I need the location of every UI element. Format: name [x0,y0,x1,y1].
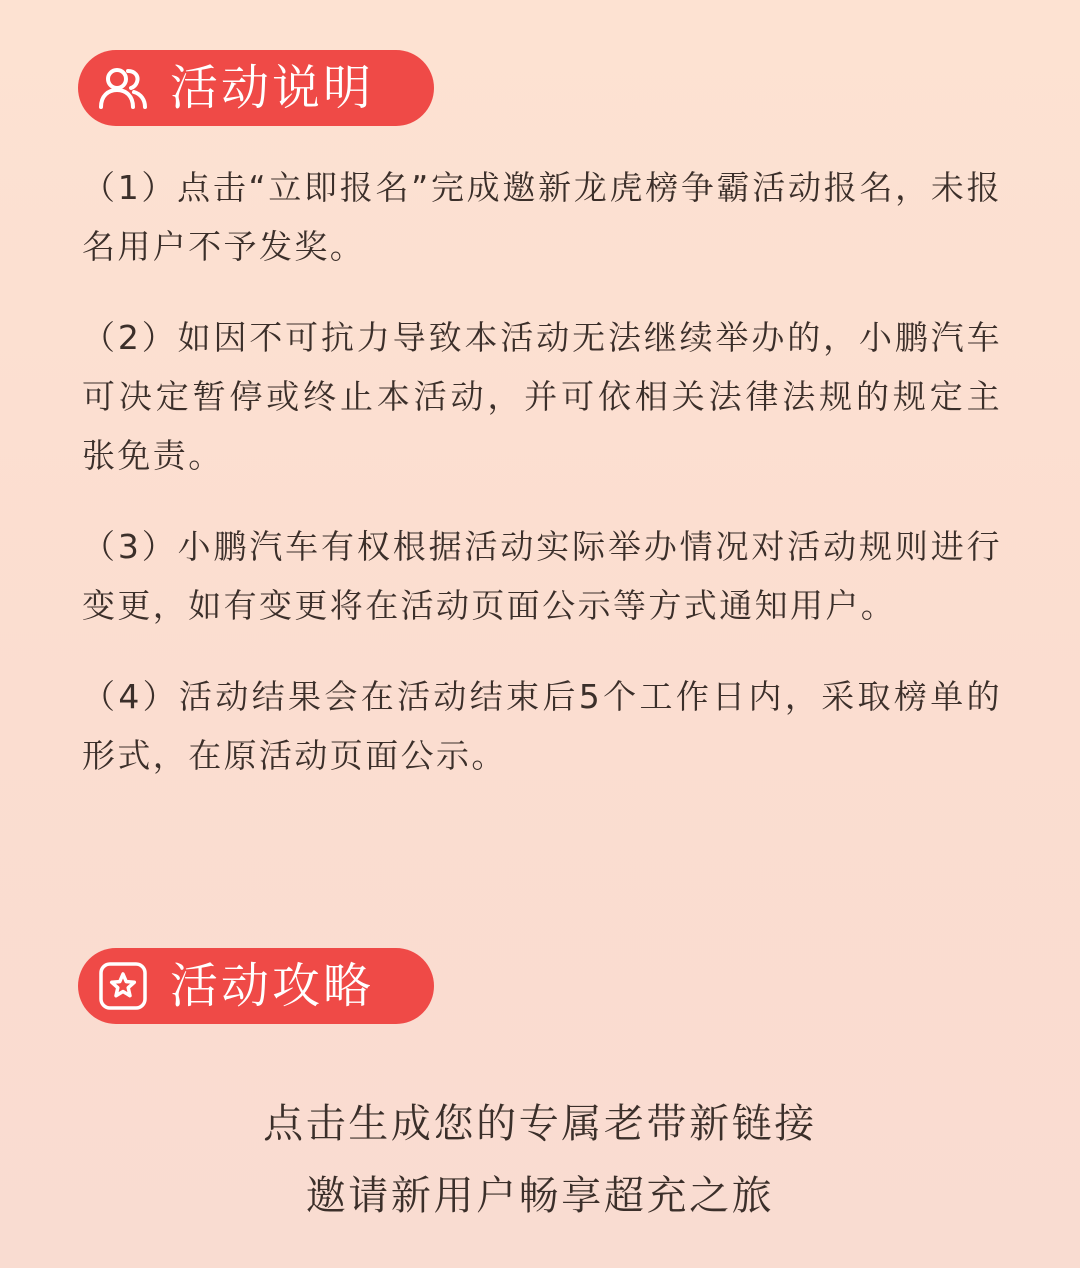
activity-rules-header [78,50,434,126]
activity-rules-list [82,158,1002,817]
star-badge-icon [98,961,148,1011]
activity-strategy-title: 活动攻略 [170,958,375,1014]
strategy-line-2: 邀请新用户畅享超充之旅 [305,1173,775,1219]
rule-item-1: （1）点击“立即报名”完成邀新龙虎榜争霸活动报名，未报名用户不予发奖。 [82,168,1002,266]
activity-rules-title: 活动说明 [170,60,375,116]
users-icon [98,63,148,113]
rule-item-2: （2）如因不可抗力导致本活动无法继续举办的，小鹏汽车可决定暂停或终止本活动，并可依相关法律法规的规定主张免责。 [82,318,1002,475]
rule-item-3: （3）小鹏汽车有权根据活动实际举办情况对活动规则进行变更，如有变更将在活动页面公示等方式通知用户。 [82,527,1002,625]
activity-strategy-header [78,948,434,1024]
strategy-line-1: 点击生成您的专属老带新链接 [263,1101,817,1147]
rule-item-4: （4）活动结果会在活动结束后5个工作日内，采取榜单的形式，在原活动页面公示。 [82,677,1002,775]
